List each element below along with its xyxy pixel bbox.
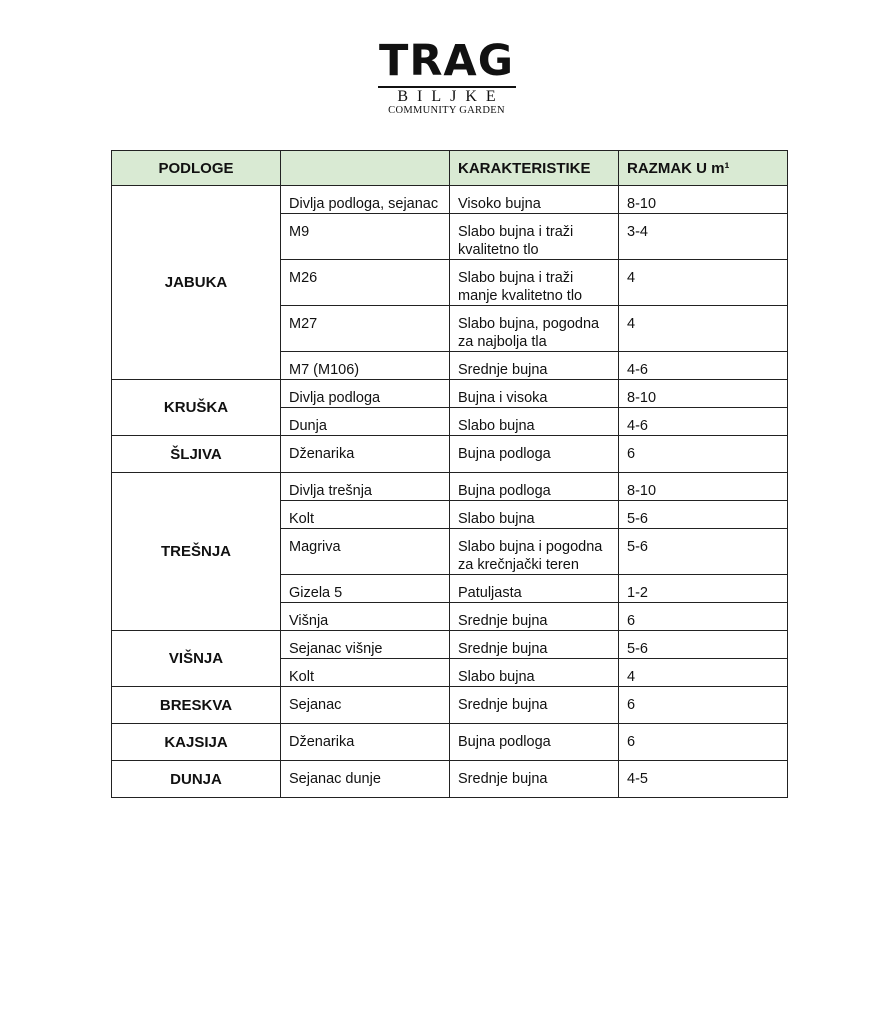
fruit-kajsija: KAJSIJA xyxy=(112,724,281,761)
spacing-cell: 4-6 xyxy=(619,352,788,380)
table-header-row xyxy=(112,151,788,186)
fruit-kruska: KRUŠKA xyxy=(112,380,281,436)
rootstock-cell: Magriva xyxy=(281,529,450,575)
table-row xyxy=(112,724,788,761)
spacing-cell: 5-6 xyxy=(619,529,788,575)
table-row xyxy=(112,687,788,724)
spacing-cell: 6 xyxy=(619,724,788,761)
table-row xyxy=(112,186,788,214)
character-cell: Srednje bujna xyxy=(450,761,619,798)
table-row xyxy=(112,436,788,473)
logo-title: TRAG xyxy=(378,36,514,86)
rootstock-cell: M9 xyxy=(281,214,450,260)
spacing-cell: 6 xyxy=(619,687,788,724)
rootstock-cell: Kolt xyxy=(281,501,450,529)
logo xyxy=(0,38,893,117)
character-cell: Bujna i visoka xyxy=(450,380,619,408)
rootstock-cell: Sejanac višnje xyxy=(281,631,450,659)
header-razmak: RAZMAK U m¹ xyxy=(619,151,788,186)
header-rootstock xyxy=(281,151,450,186)
character-cell: Slabo bujna xyxy=(450,659,619,687)
rootstock-table xyxy=(111,150,788,798)
character-cell: Srednje bujna xyxy=(450,352,619,380)
character-cell: Bujna podloga xyxy=(450,436,619,473)
character-cell: Patuljasta xyxy=(450,575,619,603)
rootstock-cell: Sejanac dunje xyxy=(281,761,450,798)
spacing-cell: 8-10 xyxy=(619,380,788,408)
rootstock-cell: Kolt xyxy=(281,659,450,687)
rootstock-cell: Sejanac xyxy=(281,687,450,724)
fruit-visnja: VIŠNJA xyxy=(112,631,281,687)
character-cell: Slabo bujna, pogodna za najbolja tla xyxy=(450,306,619,352)
character-cell: Slabo bujna xyxy=(450,501,619,529)
rootstock-cell: Višnja xyxy=(281,603,450,631)
rootstock-cell: Gizela 5 xyxy=(281,575,450,603)
spacing-cell: 3-4 xyxy=(619,214,788,260)
character-cell: Visoko bujna xyxy=(450,186,619,214)
character-cell: Slabo bujna i traži manje kvalitetno tlo xyxy=(450,260,619,306)
fruit-breskva: BRESKVA xyxy=(112,687,281,724)
table-row xyxy=(112,761,788,798)
table-row xyxy=(112,631,788,659)
table-row xyxy=(112,473,788,501)
spacing-cell: 4-6 xyxy=(619,408,788,436)
spacing-cell: 6 xyxy=(619,436,788,473)
rootstock-cell: Divlja podloga xyxy=(281,380,450,408)
character-cell: Srednje bujna xyxy=(450,631,619,659)
header-podloge: PODLOGE xyxy=(112,151,281,186)
fruit-jabuka: JABUKA xyxy=(112,186,281,380)
character-cell: Slabo bujna i pogodna za krečnjački teren xyxy=(450,529,619,575)
rootstock-cell: Divlja trešnja xyxy=(281,473,450,501)
spacing-cell: 4 xyxy=(619,260,788,306)
logo-subtitle: BILJKE xyxy=(397,88,505,105)
spacing-cell: 5-6 xyxy=(619,631,788,659)
spacing-cell: 1-2 xyxy=(619,575,788,603)
character-cell: Bujna podloga xyxy=(450,473,619,501)
character-cell: Srednje bujna xyxy=(450,603,619,631)
rootstock-cell: M27 xyxy=(281,306,450,352)
fruit-tresnja: TREŠNJA xyxy=(112,473,281,631)
spacing-cell: 4 xyxy=(619,306,788,352)
table-row xyxy=(112,380,788,408)
rootstock-cell: Dženarika xyxy=(281,724,450,761)
spacing-cell: 6 xyxy=(619,603,788,631)
rootstock-cell: M7 (M106) xyxy=(281,352,450,380)
rootstock-cell: Divlja podloga, sejanac xyxy=(281,186,450,214)
character-cell: Slabo bujna i traži kvalitetno tlo xyxy=(450,214,619,260)
character-cell: Srednje bujna xyxy=(450,687,619,724)
fruit-sljiva: ŠLJIVA xyxy=(112,436,281,473)
spacing-cell: 8-10 xyxy=(619,186,788,214)
logo-tagline: COMMUNITY GARDEN xyxy=(388,105,505,116)
character-cell: Slabo bujna xyxy=(450,408,619,436)
rootstock-cell: Dunja xyxy=(281,408,450,436)
spacing-cell: 4-5 xyxy=(619,761,788,798)
spacing-cell: 8-10 xyxy=(619,473,788,501)
rootstock-cell: M26 xyxy=(281,260,450,306)
header-karakteristike: KARAKTERISTIKE xyxy=(450,151,619,186)
spacing-cell: 5-6 xyxy=(619,501,788,529)
spacing-cell: 4 xyxy=(619,659,788,687)
character-cell: Bujna podloga xyxy=(450,724,619,761)
rootstock-cell: Dženarika xyxy=(281,436,450,473)
fruit-dunja: DUNJA xyxy=(112,761,281,798)
